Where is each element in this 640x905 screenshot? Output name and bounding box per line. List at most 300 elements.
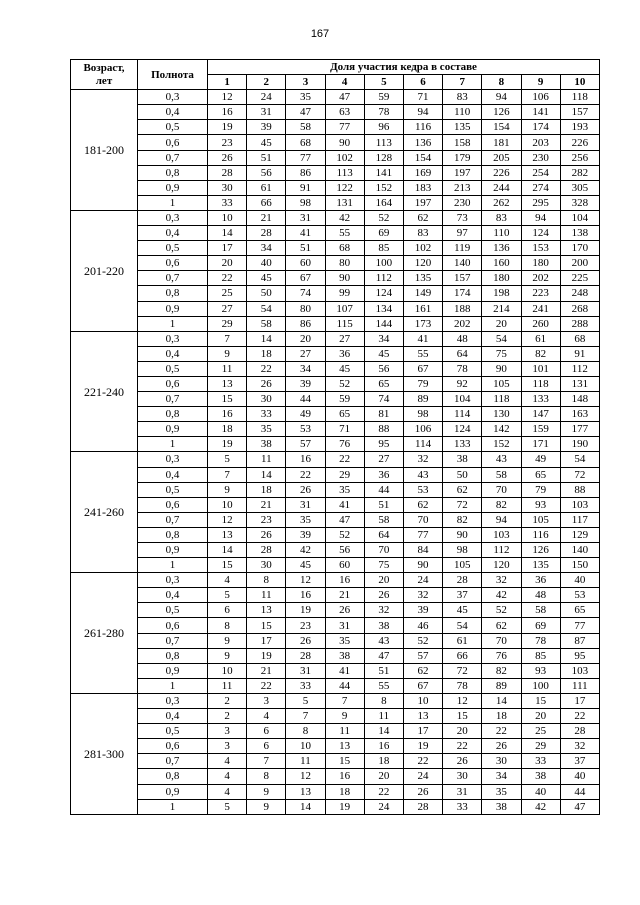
density-cell: 0,8 — [138, 165, 208, 180]
value-cell: 135 — [521, 558, 560, 573]
table-row — [71, 256, 600, 271]
value-cell: 6 — [247, 724, 286, 739]
value-cell: 90 — [403, 558, 442, 573]
value-cell: 84 — [403, 543, 442, 558]
value-cell: 26 — [364, 588, 403, 603]
share-column-header: 5 — [364, 75, 403, 90]
value-cell: 120 — [482, 558, 521, 573]
value-cell: 179 — [443, 150, 482, 165]
value-cell: 43 — [482, 452, 521, 467]
value-cell: 40 — [247, 256, 286, 271]
value-cell: 85 — [521, 648, 560, 663]
value-cell: 39 — [286, 376, 325, 391]
value-cell: 78 — [364, 105, 403, 120]
value-cell: 35 — [325, 633, 364, 648]
value-cell: 90 — [443, 527, 482, 542]
value-cell: 28 — [443, 573, 482, 588]
table-row — [71, 512, 600, 527]
value-cell: 104 — [443, 392, 482, 407]
table-row — [71, 754, 600, 769]
value-cell: 54 — [247, 301, 286, 316]
value-cell: 9 — [208, 482, 247, 497]
value-cell: 305 — [560, 180, 599, 195]
value-cell: 225 — [560, 271, 599, 286]
table-row — [71, 543, 600, 558]
value-cell: 5 — [286, 693, 325, 708]
density-cell: 0,9 — [138, 663, 208, 678]
table-row — [71, 286, 600, 301]
value-cell: 14 — [208, 543, 247, 558]
density-cell: 0,8 — [138, 286, 208, 301]
value-cell: 170 — [560, 241, 599, 256]
value-cell: 161 — [403, 301, 442, 316]
share-column-header: 1 — [208, 75, 247, 90]
value-cell: 103 — [482, 527, 521, 542]
value-cell: 110 — [443, 105, 482, 120]
value-cell: 40 — [560, 769, 599, 784]
value-cell: 83 — [482, 210, 521, 225]
value-cell: 53 — [560, 588, 599, 603]
value-cell: 88 — [364, 422, 403, 437]
value-cell: 91 — [560, 346, 599, 361]
density-cell: 0,4 — [138, 105, 208, 120]
value-cell: 72 — [443, 497, 482, 512]
value-cell: 15 — [247, 618, 286, 633]
value-cell: 141 — [364, 165, 403, 180]
value-cell: 101 — [521, 361, 560, 376]
value-cell: 14 — [208, 226, 247, 241]
value-cell: 33 — [247, 407, 286, 422]
value-cell: 50 — [443, 467, 482, 482]
value-cell: 21 — [247, 210, 286, 225]
value-cell: 118 — [560, 90, 599, 105]
value-cell: 91 — [286, 180, 325, 195]
value-cell: 4 — [208, 754, 247, 769]
value-cell: 27 — [325, 331, 364, 346]
density-cell: 0,6 — [138, 256, 208, 271]
value-cell: 47 — [325, 512, 364, 527]
value-cell: 67 — [403, 361, 442, 376]
value-cell: 62 — [403, 210, 442, 225]
value-cell: 226 — [560, 135, 599, 150]
value-cell: 16 — [286, 588, 325, 603]
table-row — [71, 784, 600, 799]
value-cell: 200 — [560, 256, 599, 271]
value-cell: 65 — [521, 467, 560, 482]
value-cell: 71 — [403, 90, 442, 105]
table-row — [71, 150, 600, 165]
value-cell: 44 — [286, 392, 325, 407]
share-column-header: 8 — [482, 75, 521, 90]
value-cell: 102 — [403, 241, 442, 256]
value-cell: 52 — [482, 603, 521, 618]
value-cell: 75 — [482, 346, 521, 361]
value-cell: 112 — [364, 271, 403, 286]
value-cell: 106 — [521, 90, 560, 105]
value-cell: 88 — [560, 482, 599, 497]
value-cell: 47 — [325, 90, 364, 105]
value-cell: 59 — [325, 392, 364, 407]
value-cell: 49 — [286, 407, 325, 422]
value-cell: 133 — [521, 392, 560, 407]
density-cell: 0,8 — [138, 769, 208, 784]
value-cell: 68 — [325, 241, 364, 256]
value-cell: 83 — [403, 226, 442, 241]
value-cell: 35 — [286, 512, 325, 527]
value-cell: 76 — [325, 437, 364, 452]
value-cell: 38 — [443, 452, 482, 467]
age-group-cell: 221-240 — [71, 331, 138, 452]
value-cell: 64 — [364, 527, 403, 542]
value-cell: 205 — [482, 150, 521, 165]
value-cell: 20 — [443, 724, 482, 739]
value-cell: 12 — [286, 769, 325, 784]
value-cell: 39 — [286, 527, 325, 542]
value-cell: 116 — [521, 527, 560, 542]
value-cell: 87 — [560, 633, 599, 648]
value-cell: 19 — [247, 648, 286, 663]
density-cell: 0,9 — [138, 784, 208, 799]
value-cell: 53 — [403, 482, 442, 497]
value-cell: 82 — [443, 512, 482, 527]
table-row — [71, 392, 600, 407]
value-cell: 157 — [560, 105, 599, 120]
density-cell: 0,5 — [138, 603, 208, 618]
value-cell: 22 — [403, 754, 442, 769]
age-group-cell: 241-260 — [71, 452, 138, 573]
value-cell: 117 — [560, 512, 599, 527]
value-cell: 20 — [286, 331, 325, 346]
value-cell: 69 — [521, 618, 560, 633]
table-row — [71, 527, 600, 542]
density-cell: 1 — [138, 437, 208, 452]
value-cell: 40 — [560, 573, 599, 588]
value-cell: 22 — [208, 271, 247, 286]
value-cell: 38 — [482, 799, 521, 814]
value-cell: 19 — [325, 799, 364, 814]
value-cell: 77 — [286, 150, 325, 165]
value-cell: 106 — [403, 422, 442, 437]
value-cell: 52 — [364, 210, 403, 225]
value-cell: 13 — [403, 709, 442, 724]
value-cell: 85 — [364, 241, 403, 256]
value-cell: 3 — [208, 739, 247, 754]
value-cell: 32 — [403, 452, 442, 467]
share-column-header: 7 — [443, 75, 482, 90]
table-row — [71, 120, 600, 135]
density-cell: 1 — [138, 316, 208, 331]
value-cell: 169 — [403, 165, 442, 180]
value-cell: 48 — [443, 331, 482, 346]
value-cell: 33 — [443, 799, 482, 814]
value-cell: 9 — [247, 799, 286, 814]
table-row — [71, 331, 600, 346]
value-cell: 183 — [403, 180, 442, 195]
value-cell: 45 — [443, 603, 482, 618]
value-cell: 126 — [482, 105, 521, 120]
value-cell: 96 — [364, 120, 403, 135]
value-cell: 110 — [482, 226, 521, 241]
value-cell: 6 — [247, 739, 286, 754]
density-cell: 0,3 — [138, 331, 208, 346]
value-cell: 52 — [325, 376, 364, 391]
value-cell: 18 — [247, 482, 286, 497]
value-cell: 43 — [364, 633, 403, 648]
value-cell: 180 — [482, 271, 521, 286]
value-cell: 9 — [208, 633, 247, 648]
value-cell: 9 — [247, 784, 286, 799]
value-cell: 26 — [286, 633, 325, 648]
value-cell: 141 — [521, 105, 560, 120]
value-cell: 133 — [443, 437, 482, 452]
value-cell: 164 — [364, 195, 403, 210]
value-cell: 21 — [325, 588, 364, 603]
value-cell: 223 — [521, 286, 560, 301]
value-cell: 44 — [364, 482, 403, 497]
table-row — [71, 724, 600, 739]
value-cell: 113 — [325, 165, 364, 180]
cedar-share-table — [70, 59, 600, 815]
value-cell: 70 — [364, 543, 403, 558]
value-cell: 58 — [521, 603, 560, 618]
density-cell: 0,3 — [138, 210, 208, 225]
value-cell: 15 — [208, 558, 247, 573]
value-cell: 50 — [247, 286, 286, 301]
table-row — [71, 618, 600, 633]
value-cell: 28 — [560, 724, 599, 739]
value-cell: 5 — [208, 452, 247, 467]
value-cell: 34 — [247, 241, 286, 256]
value-cell: 30 — [208, 180, 247, 195]
value-cell: 46 — [403, 618, 442, 633]
value-cell: 20 — [521, 709, 560, 724]
density-cell: 0,3 — [138, 693, 208, 708]
value-cell: 226 — [482, 165, 521, 180]
value-cell: 158 — [443, 135, 482, 150]
value-cell: 12 — [208, 90, 247, 105]
value-cell: 49 — [521, 452, 560, 467]
value-cell: 98 — [286, 195, 325, 210]
value-cell: 71 — [325, 422, 364, 437]
value-cell: 181 — [482, 135, 521, 150]
value-cell: 26 — [325, 603, 364, 618]
value-cell: 27 — [286, 346, 325, 361]
value-cell: 15 — [443, 709, 482, 724]
value-cell: 135 — [443, 120, 482, 135]
value-cell: 45 — [325, 361, 364, 376]
value-cell: 44 — [325, 678, 364, 693]
page-number: 167 — [310, 28, 330, 40]
value-cell: 105 — [482, 376, 521, 391]
value-cell: 213 — [443, 180, 482, 195]
value-cell: 82 — [482, 663, 521, 678]
value-cell: 15 — [521, 693, 560, 708]
value-cell: 22 — [247, 678, 286, 693]
value-cell: 14 — [286, 799, 325, 814]
table-row — [71, 573, 600, 588]
value-cell: 7 — [247, 754, 286, 769]
value-cell: 14 — [482, 693, 521, 708]
value-cell: 116 — [403, 120, 442, 135]
density-cell: 0,3 — [138, 573, 208, 588]
value-cell: 77 — [403, 527, 442, 542]
value-cell: 105 — [443, 558, 482, 573]
value-cell: 7 — [208, 331, 247, 346]
value-cell: 61 — [247, 180, 286, 195]
table-row — [71, 180, 600, 195]
value-cell: 147 — [521, 407, 560, 422]
value-cell: 31 — [286, 210, 325, 225]
value-cell: 5 — [208, 799, 247, 814]
value-cell: 34 — [482, 769, 521, 784]
value-cell: 54 — [560, 452, 599, 467]
value-cell: 16 — [325, 573, 364, 588]
value-cell: 32 — [364, 603, 403, 618]
value-cell: 28 — [208, 165, 247, 180]
value-cell: 28 — [403, 799, 442, 814]
value-cell: 24 — [247, 90, 286, 105]
density-cell: 0,8 — [138, 648, 208, 663]
value-cell: 78 — [521, 633, 560, 648]
table-row — [71, 633, 600, 648]
value-cell: 69 — [364, 226, 403, 241]
value-cell: 62 — [403, 663, 442, 678]
density-cell: 0,4 — [138, 346, 208, 361]
table-row — [71, 135, 600, 150]
value-cell: 80 — [325, 256, 364, 271]
value-cell: 6 — [208, 603, 247, 618]
value-cell: 114 — [403, 437, 442, 452]
value-cell: 33 — [521, 754, 560, 769]
value-cell: 144 — [364, 316, 403, 331]
value-cell: 120 — [403, 256, 442, 271]
table-row — [71, 452, 600, 467]
value-cell: 130 — [482, 407, 521, 422]
value-cell: 140 — [443, 256, 482, 271]
density-cell: 0,8 — [138, 407, 208, 422]
value-cell: 37 — [560, 754, 599, 769]
value-cell: 60 — [286, 256, 325, 271]
value-cell: 7 — [208, 467, 247, 482]
value-cell: 89 — [403, 392, 442, 407]
value-cell: 14 — [364, 724, 403, 739]
value-cell: 56 — [325, 543, 364, 558]
value-cell: 7 — [286, 709, 325, 724]
value-cell: 34 — [286, 361, 325, 376]
table-row — [71, 693, 600, 708]
value-cell: 4 — [208, 573, 247, 588]
value-cell: 98 — [403, 407, 442, 422]
table-row — [71, 271, 600, 286]
value-cell: 59 — [364, 90, 403, 105]
value-cell: 97 — [443, 226, 482, 241]
value-cell: 107 — [325, 301, 364, 316]
value-cell: 52 — [325, 527, 364, 542]
value-cell: 26 — [403, 784, 442, 799]
value-cell: 10 — [286, 739, 325, 754]
value-cell: 19 — [208, 437, 247, 452]
value-cell: 17 — [560, 693, 599, 708]
value-cell: 24 — [403, 769, 442, 784]
value-cell: 8 — [286, 724, 325, 739]
value-cell: 95 — [364, 437, 403, 452]
value-cell: 119 — [443, 241, 482, 256]
value-cell: 75 — [364, 558, 403, 573]
table-row — [71, 648, 600, 663]
value-cell: 17 — [247, 633, 286, 648]
value-cell: 45 — [247, 271, 286, 286]
value-cell: 28 — [247, 543, 286, 558]
value-cell: 65 — [325, 407, 364, 422]
density-cell: 0,7 — [138, 754, 208, 769]
value-cell: 295 — [521, 195, 560, 210]
table-row — [71, 769, 600, 784]
value-cell: 35 — [286, 90, 325, 105]
density-cell: 0,6 — [138, 135, 208, 150]
share-column-header: 6 — [403, 75, 442, 90]
value-cell: 29 — [325, 467, 364, 482]
value-cell: 31 — [286, 497, 325, 512]
density-cell: 0,6 — [138, 618, 208, 633]
value-cell: 103 — [560, 497, 599, 512]
value-cell: 72 — [443, 663, 482, 678]
value-cell: 89 — [482, 678, 521, 693]
table-row — [71, 739, 600, 754]
value-cell: 51 — [364, 497, 403, 512]
value-cell: 173 — [403, 316, 442, 331]
value-cell: 3 — [247, 693, 286, 708]
value-cell: 53 — [286, 422, 325, 437]
density-cell: 0,7 — [138, 512, 208, 527]
density-cell: 0,9 — [138, 301, 208, 316]
value-cell: 30 — [247, 392, 286, 407]
density-cell: 0,8 — [138, 527, 208, 542]
table-row — [71, 407, 600, 422]
value-cell: 54 — [443, 618, 482, 633]
value-cell: 42 — [521, 799, 560, 814]
value-cell: 230 — [521, 150, 560, 165]
value-cell: 36 — [364, 467, 403, 482]
density-cell: 0,4 — [138, 226, 208, 241]
value-cell: 18 — [208, 422, 247, 437]
value-cell: 70 — [482, 633, 521, 648]
value-cell: 86 — [286, 165, 325, 180]
value-cell: 58 — [286, 120, 325, 135]
value-cell: 154 — [403, 150, 442, 165]
value-cell: 13 — [325, 739, 364, 754]
value-cell: 42 — [325, 210, 364, 225]
value-cell: 12 — [286, 573, 325, 588]
value-cell: 114 — [443, 407, 482, 422]
value-cell: 52 — [403, 633, 442, 648]
value-cell: 55 — [403, 346, 442, 361]
value-cell: 150 — [560, 558, 599, 573]
density-cell: 1 — [138, 195, 208, 210]
value-cell: 268 — [560, 301, 599, 316]
value-cell: 45 — [364, 346, 403, 361]
table-row — [71, 346, 600, 361]
value-cell: 282 — [560, 165, 599, 180]
value-cell: 3 — [208, 724, 247, 739]
density-cell: 1 — [138, 678, 208, 693]
value-cell: 54 — [482, 331, 521, 346]
value-cell: 15 — [325, 754, 364, 769]
density-cell: 0,9 — [138, 543, 208, 558]
value-cell: 60 — [325, 558, 364, 573]
value-cell: 122 — [325, 180, 364, 195]
value-cell: 32 — [403, 588, 442, 603]
table-row — [71, 195, 600, 210]
